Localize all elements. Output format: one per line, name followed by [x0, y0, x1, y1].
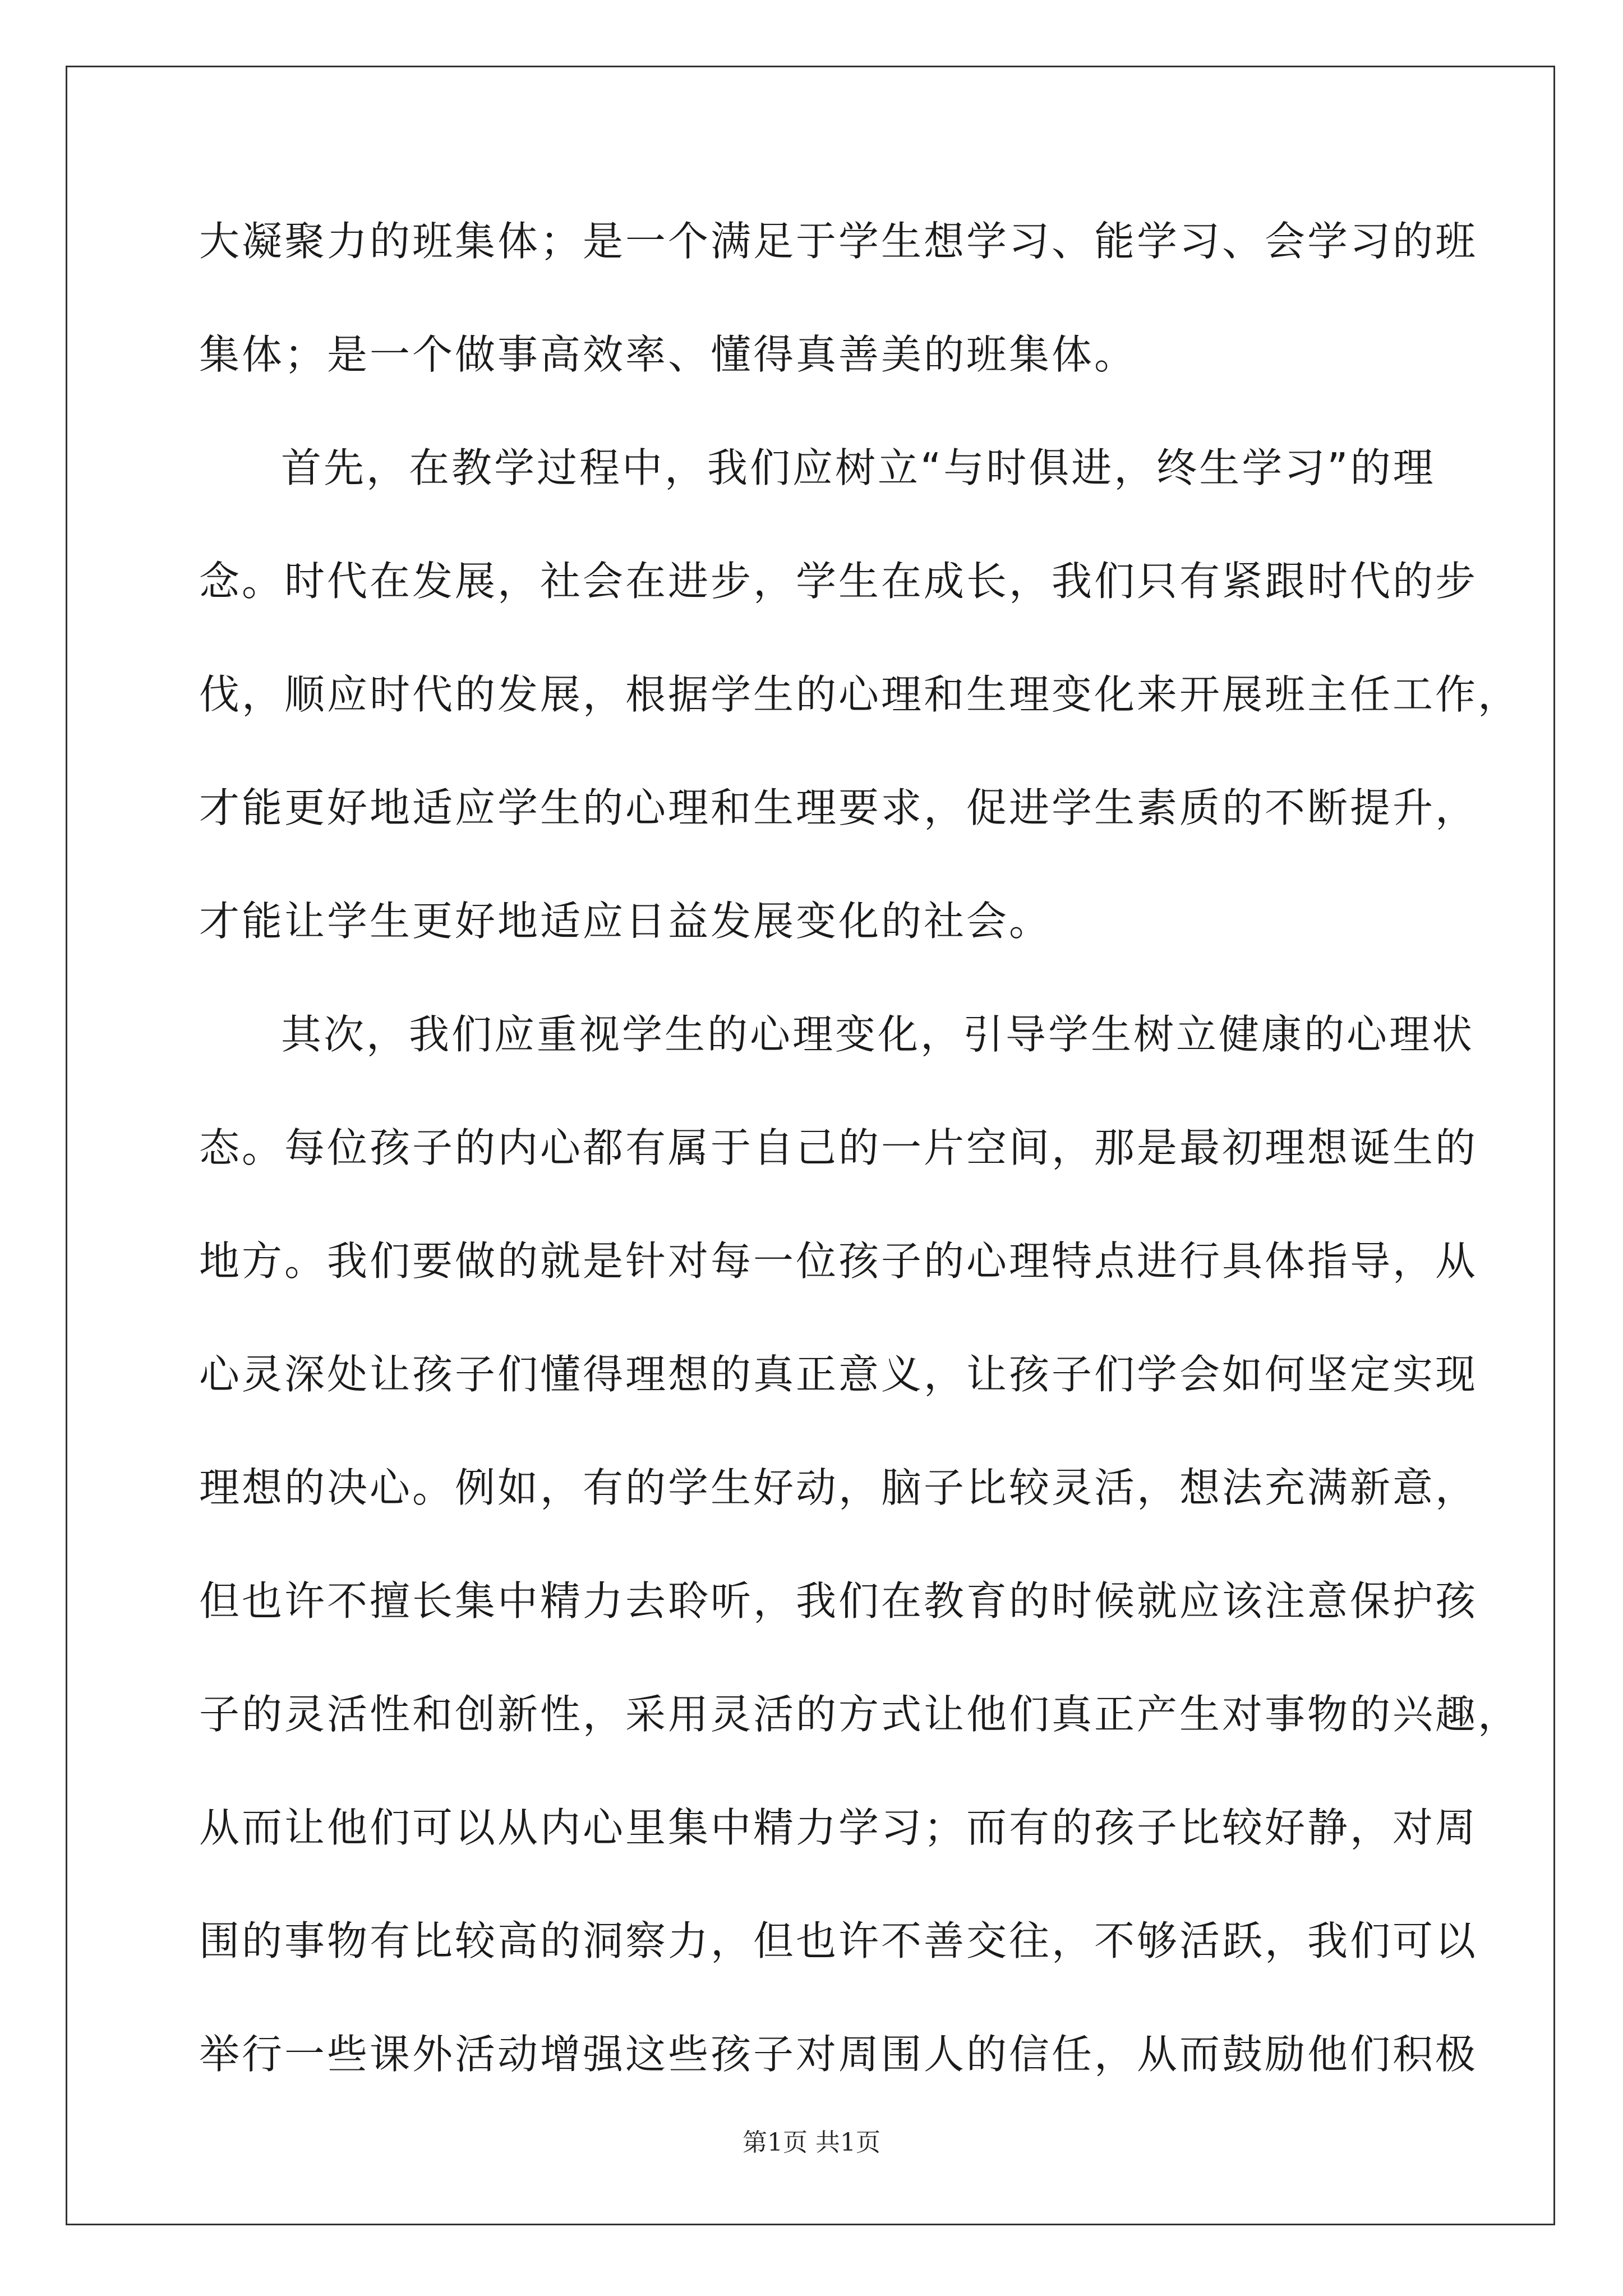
text-line: 才能更好地适应学生的心理和生理要求，促进学生素质的不断提升，: [199, 784, 1478, 831]
text-line: 举行一些课外活动增强这些孩子对周围人的信任，从而鼓励他们积极: [199, 2031, 1478, 2078]
text-line: 子的灵活性和创新性，采用灵活的方式让他们真正产生对事物的兴趣，: [199, 1691, 1521, 1738]
text-line: 围的事物有比较高的洞察力，但也许不善交往，不够活跃，我们可以: [199, 1917, 1478, 1964]
text-line: 才能让学生更好地适应日益发展变化的社会。: [199, 898, 1052, 945]
text-line: 大凝聚力的班集体；是一个满足于学生想学习、能学习、会学习的班: [199, 218, 1478, 265]
text-line: 态。每位孩子的内心都有属于自己的一片空间，那是最初理想诞生的: [199, 1124, 1478, 1171]
text-line: 伐，顺应时代的发展，根据学生的心理和生理变化来开展班主任工作，: [199, 671, 1521, 718]
text-line: 从而让他们可以从内心里集中精力学习；而有的孩子比较好静，对周: [199, 1804, 1478, 1851]
text-line: 但也许不擅长集中精力去聆听，我们在教育的时候就应该注意保护孩: [199, 1577, 1478, 1625]
text-line: 其次，我们应重视学生的心理变化，引导学生树立健康的心理状: [281, 1011, 1475, 1058]
page-footer: 第1页 共1页: [743, 2128, 880, 2157]
text-line: 心灵深处让孩子们懂得理想的真正意义，让孩子们学会如何坚定实现: [199, 1351, 1478, 1398]
text-line: 地方。我们要做的就是针对每一位孩子的心理特点进行具体指导，从: [199, 1237, 1478, 1285]
text-line: 理想的决心。例如，有的学生好动，脑子比较灵活，想法充满新意，: [199, 1464, 1478, 1511]
body-text: [199, 208, 1521, 2134]
text-line: 念。时代在发展，社会在进步，学生在成长，我们只有紧跟时代的步: [199, 558, 1478, 605]
text-line: 首先，在教学过程中，我们应树立“与时俱进，终生学习”的理: [281, 444, 1436, 491]
text-line: 集体；是一个做事高效率、懂得真善美的班集体。: [199, 331, 1137, 378]
